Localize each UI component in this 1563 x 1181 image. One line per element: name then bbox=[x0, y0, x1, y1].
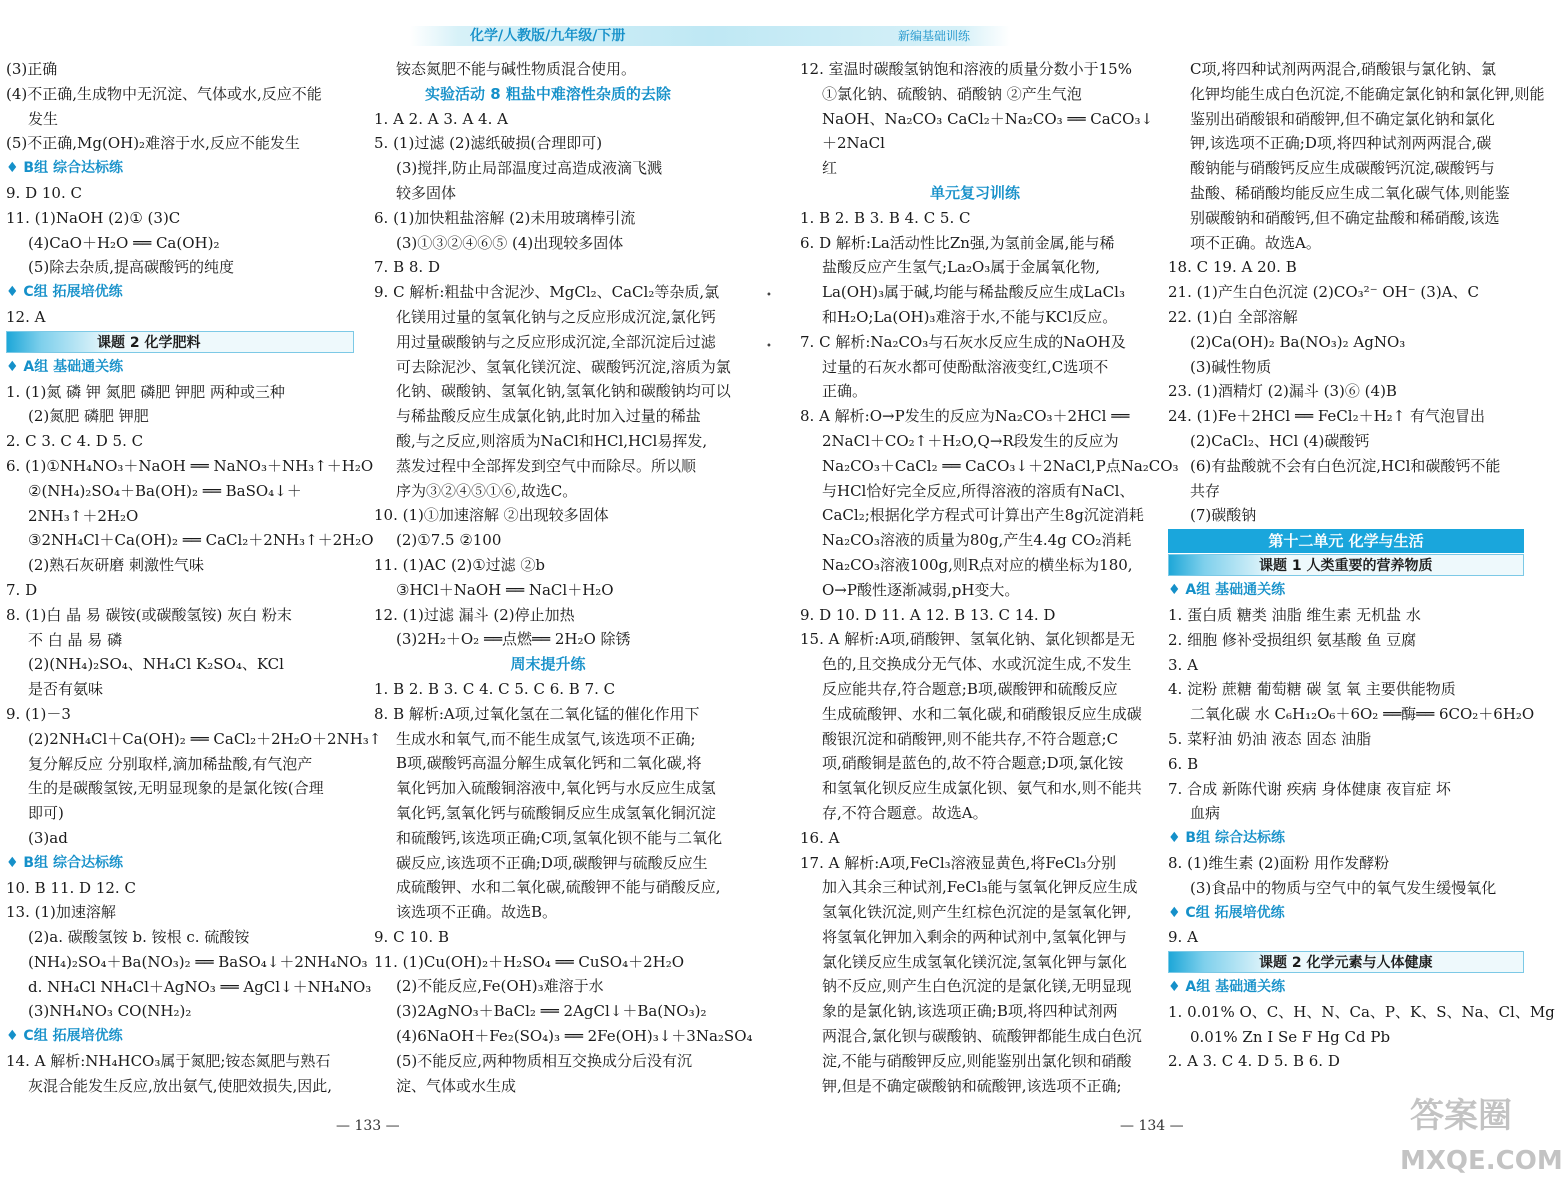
answer-line: 10. (1)①加速溶解 ②出现较多固体 bbox=[374, 506, 609, 525]
answer-line-continued: 和硫酸钙,该选项正确;C项,氢氧化钡不能与二氧化 bbox=[396, 828, 723, 847]
answer-line: 16. A bbox=[800, 828, 840, 847]
page-number-left: — 133 — bbox=[336, 1118, 400, 1134]
answer-line: 13. (1)加速溶解 bbox=[6, 903, 116, 922]
answer-line-continued: (2)①7.5 ②100 bbox=[396, 531, 502, 550]
answer-line-continued: 化镁用过量的氢氧化钠与之反应形成沉淀,氯化钙 bbox=[396, 307, 716, 326]
answer-line: 22. (1)白 全部溶解 bbox=[1168, 307, 1298, 326]
answer-line-continued: (3)ad bbox=[28, 828, 68, 847]
answer-line-continued: (2)熟石灰研磨 刺激性气味 bbox=[28, 556, 205, 575]
answer-line-continued: Na₂CO₃溶液的质量为80g,产生4.4g CO₂消耗 bbox=[822, 531, 1132, 550]
answer-line-continued: 灰混合能发生反应,放出氨气,使肥效损失,因此, bbox=[28, 1076, 333, 1095]
answer-line-continued: 正确。 bbox=[822, 382, 868, 401]
answer-line: 2. A 3. C 4. D 5. B 6. D bbox=[1168, 1052, 1340, 1071]
answer-line-continued: (7)碳酸钠 bbox=[1190, 506, 1257, 525]
answer-line-continued: (4)6NaOH＋Fe₂(SO₄)₃ ══ 2Fe(OH)₃↓＋3Na₂SO₄ bbox=[396, 1027, 753, 1046]
answer-line-continued: 与HCl恰好完全反应,所得溶液的溶质有NaCl、 bbox=[822, 481, 1135, 500]
answer-line: 6. D 解析:La活动性比Zn强,为氢前金属,能与稀 bbox=[800, 233, 1115, 252]
answer-line-continued: 该选项不正确。故选B。 bbox=[396, 903, 558, 922]
answer-line: 9. C 10. B bbox=[374, 927, 449, 946]
answer-line: 8. B 解析:A项,过氧化氢在二氧化锰的催化作用下 bbox=[374, 704, 700, 723]
answer-line: 8. (1)白 晶 易 碳铵(或碳酸氢铵) 灰白 粉末 bbox=[6, 605, 292, 624]
answer-line: 9. C 解析:粗盐中含泥沙、MgCl₂、CaCl₂等杂质,氯 bbox=[374, 283, 720, 302]
answer-line: 4. 淀粉 蔗糖 葡萄糖 碳 氢 氧 主要供能物质 bbox=[1168, 680, 1456, 699]
answer-line-continued: 与稀盐酸反应生成氯化钠,此时加入过量的稀盐 bbox=[396, 407, 701, 426]
lesson-banner: 课题 2 化学肥料 bbox=[6, 331, 354, 353]
group-heading: ♦ C组 拓展培优练 bbox=[1168, 904, 1285, 921]
answer-line-continued: (2)氮肥 磷肥 钾肥 bbox=[28, 407, 149, 426]
answer-line-continued: Na₂CO₃＋CaCl₂ ══ CaCO₃↓＋2NaCl,P点Na₂CO₃ bbox=[822, 456, 1179, 475]
answer-line: 1. A 2. A 3. A 4. A bbox=[374, 109, 508, 128]
answer-line-continued: 酸银沉淀和硝酸钾,则不能共存,不符合题意;C bbox=[822, 729, 1119, 748]
answer-line-continued: (4)CaO＋H₂O ══ Ca(OH)₂ bbox=[28, 233, 220, 252]
answer-line: 24. (1)Fe＋2HCl ══ FeCl₂＋H₂↑ 有气泡冒出 bbox=[1168, 407, 1486, 426]
answer-line-continued: (2)不能反应,Fe(OH)₃难溶于水 bbox=[396, 977, 604, 996]
answer-line: 12. 室温时碳酸氢钠饱和溶液的质量分数小于15% bbox=[800, 60, 1132, 78]
answer-line: 9. (1)－3 bbox=[6, 704, 71, 723]
group-heading: ♦ A组 基础通关练 bbox=[1168, 582, 1286, 599]
answer-line: 21. (1)产生白色沉淀 (2)CO₃²⁻ OH⁻ (3)A、C bbox=[1168, 283, 1479, 302]
answer-line: 12. (1)过滤 漏斗 (2)停止加热 bbox=[374, 605, 575, 624]
answer-line: 6. (1)①NH₄NO₃＋NaOH ══ NaNO₃＋NH₃↑＋H₂O bbox=[6, 456, 374, 475]
answer-line-continued: 生成硫酸钾、水和二氧化碳,和硝酸银反应生成碳 bbox=[822, 704, 1142, 723]
answer-line: 15. A 解析:A项,硝酸钾、氢氧化钠、氯化钡都是无 bbox=[800, 630, 1135, 649]
answer-line-continued: 别碳酸钠和硝酸钙,但不确定盐酸和稀硝酸,该选 bbox=[1190, 208, 1500, 227]
answer-line: 11. (1)Cu(OH)₂＋H₂SO₄ ══ CuSO₄＋2H₂O bbox=[374, 952, 685, 971]
answer-line-continued: 不 白 晶 易 磷 bbox=[28, 630, 123, 649]
answer-line: (5)不正确,Mg(OH)₂难溶于水,反应不能发生 bbox=[6, 134, 300, 153]
answer-line-continued: (3)NH₄NO₃ CO(NH₂)₂ bbox=[28, 1002, 192, 1021]
section-heading: 实验活动 8 粗盐中难溶性杂质的去除 bbox=[425, 84, 671, 103]
answer-line-continued: (2)CaCl₂、HCl (4)碳酸钙 bbox=[1190, 431, 1370, 450]
answer-line: (3)正确 bbox=[6, 60, 58, 78]
answer-line-continued: 色的,且交换成分无气体、水或沉淀生成,不发生 bbox=[822, 655, 1132, 674]
answer-line-continued: 钾,该选项不正确;D项,将四种试剂两两混合,碳 bbox=[1190, 134, 1492, 153]
group-heading: ♦ A组 基础通关练 bbox=[6, 358, 124, 375]
answer-line-continued: CaCl₂;根据化学方程式可计算出产生8g沉淀消耗 bbox=[822, 506, 1144, 525]
answer-line-continued: 加入其余三种试剂,FeCl₃能与氢氧化钾反应生成 bbox=[822, 878, 1138, 897]
margin-dot: • bbox=[766, 341, 772, 352]
answer-line: 23. (1)酒精灯 (2)漏斗 (3)⑥ (4)B bbox=[1168, 382, 1397, 401]
answer-line-continued: 项不正确。故选A。 bbox=[1190, 233, 1321, 252]
answer-line: 1. B 2. B 3. B 4. C 5. C bbox=[800, 208, 971, 227]
answer-line-continued: 用过量碳酸钠与之反应形成沉淀,全部沉淀后过滤 bbox=[396, 332, 716, 351]
answer-line-continued: 化钠、碳酸钠、氢氧化钠,氢氧化钠和碳酸钠均可以 bbox=[396, 382, 731, 401]
answer-line-continued: 反应能共存,符合题意;B项,碳酸钾和硫酸反应 bbox=[822, 679, 1118, 698]
answer-line-continued: 淀、气体或水生成 bbox=[396, 1076, 517, 1095]
answer-line-continued: 血病 bbox=[1190, 804, 1221, 823]
answer-line-continued: (3)食品中的物质与空气中的氧气发生缓慢氧化 bbox=[1190, 878, 1497, 897]
answer-line-continued: (2)a. 碳酸氢铵 b. 铵根 c. 硫酸铵 bbox=[28, 928, 250, 947]
answer-line-continued: 氧化钙,氢氧化钙与硫酸铜反应生成氢氧化铜沉淀 bbox=[396, 803, 716, 822]
answer-line-continued: 钾,但是不确定碳酸钠和硫酸钾,该选项不正确; bbox=[822, 1076, 1122, 1095]
answer-line: 3. A bbox=[1168, 655, 1198, 674]
answer-line-continued: C项,将四种试剂两两混合,硝酸银与氯化钠、氯 bbox=[1190, 60, 1497, 78]
group-heading: ♦ C组 拓展培优练 bbox=[6, 284, 123, 301]
answer-line: 7. C 解析:Na₂CO₃与石灰水反应生成的NaOH及 bbox=[800, 332, 1126, 351]
answer-line-continued: (3)2AgNO₃＋BaCl₂ ══ 2AgCl↓＋Ba(NO₃)₂ bbox=[396, 1002, 707, 1021]
answer-line: 10. B 11. D 12. C bbox=[6, 878, 136, 897]
answer-line-continued: (2)(NH₄)₂SO₄、NH₄Cl K₂SO₄、KCl bbox=[28, 655, 284, 674]
answer-line-continued: 氧化钙加入硫酸铜溶液中,氧化钙与水反应生成氢 bbox=[396, 779, 716, 798]
answer-line-continued: 红 bbox=[822, 159, 838, 178]
answer-line: 1. B 2. B 3. C 4. C 5. C 6. B 7. C bbox=[374, 679, 616, 698]
answer-line: 7. 合成 新陈代谢 疾病 身体健康 夜盲症 坏 bbox=[1168, 779, 1451, 798]
answer-line-continued: 可去除泥沙、氢氧化镁沉淀、碳酸钙沉淀,溶质为氯 bbox=[396, 357, 731, 376]
answer-column-2 bbox=[374, 57, 753, 1117]
answer-line: 14. A 解析:NH₄HCO₃属于氮肥;铵态氮肥与熟石 bbox=[6, 1052, 331, 1071]
answer-line-continued: ②(NH₄)₂SO₄＋Ba(OH)₂ ══ BaSO₄↓＋ bbox=[28, 481, 302, 500]
answer-line-continued: 象的是氯化钠,该选项正确;B项,将四种试剂两 bbox=[822, 1002, 1118, 1021]
answer-line-continued: 铵态氮肥不能与碱性物质混合使用。 bbox=[396, 60, 637, 78]
answer-line-continued: 成硫酸钾、水和二氧化碳,硫酸钾不能与硝酸反应, bbox=[396, 878, 721, 897]
answer-line-continued: (5)不能反应,两种物质相互交换成分后没有沉 bbox=[396, 1051, 693, 1070]
group-heading: ♦ C组 拓展培优练 bbox=[6, 1028, 123, 1045]
watermark-url: MXQE.COM bbox=[1400, 1146, 1563, 1176]
answer-line-continued: 复分解反应 分别取样,滴加稀盐酸,有气泡产 bbox=[28, 754, 313, 773]
answer-line-continued: 较多固体 bbox=[396, 183, 457, 202]
answer-line-continued: 序为③②④⑤①⑥,故选C。 bbox=[396, 481, 578, 500]
group-heading: ♦ A组 基础通关练 bbox=[1168, 979, 1286, 996]
answer-line: 5. (1)过滤 (2)滤纸破损(合理即可) bbox=[374, 134, 603, 153]
answer-line-continued: 生成水和氧气,而不能生成氢气,该选项不正确; bbox=[396, 729, 696, 748]
answer-line: 11. (1)NaOH (2)① (3)C bbox=[6, 208, 181, 227]
answer-line: 2. 细胞 修补受损组织 氨基酸 鱼 豆腐 bbox=[1168, 630, 1417, 649]
answer-line: 6. B bbox=[1168, 754, 1199, 773]
answer-line-continued: 两混合,氯化钡与碳酸钠、硫酸钾都能生成白色沉 bbox=[822, 1027, 1142, 1046]
answer-line: 17. A 解析:A项,FeCl₃溶液显黄色,将FeCl₃分别 bbox=[800, 853, 1117, 872]
answer-column-3 bbox=[800, 57, 1179, 1117]
section-heading: 单元复习训练 bbox=[929, 183, 1020, 202]
answer-line-continued: 项,硝酸铜是蓝色的,故不符合题意;D项,氯化铵 bbox=[822, 754, 1124, 773]
answer-line-continued: (3)搅拌,防止局部温度过高造成液滴飞溅 bbox=[396, 159, 663, 178]
answer-line-continued: B项,碳酸钙高温分解生成氧化钙和二氧化碳,将 bbox=[396, 754, 702, 773]
answer-line: 9. D 10. D 11. A 12. B 13. C 14. D bbox=[800, 605, 1056, 624]
answer-line-continued: ①氯化钠、硫酸钠、硝酸钠 ②产生气泡 bbox=[822, 84, 1082, 103]
header-band bbox=[410, 26, 1010, 46]
group-heading: ♦ B组 综合达标练 bbox=[6, 160, 123, 177]
answer-line-continued: 酸钠能与硝酸钙反应生成碳酸钙沉淀,碳酸钙与 bbox=[1190, 159, 1495, 178]
answer-line-continued: 鉴别出硝酸银和硝酸钾,但不确定氯化钠和氯化 bbox=[1190, 109, 1495, 128]
answer-line-continued: (2)Ca(OH)₂ Ba(NO₃)₂ AgNO₃ bbox=[1190, 332, 1406, 351]
answer-line-continued: 发生 bbox=[28, 109, 59, 128]
answer-line: 6. (1)加快粗盐溶解 (2)未用玻璃棒引流 bbox=[374, 208, 636, 227]
answer-line-continued: (NH₄)₂SO₄＋Ba(NO₃)₂ ══ BaSO₄↓＋2NH₄NO₃ bbox=[28, 952, 368, 971]
answer-line-continued: ③2NH₄Cl＋Ca(OH)₂ ══ CaCl₂＋2NH₃↑＋2H₂O bbox=[28, 531, 374, 550]
answer-line: 9. A bbox=[1168, 928, 1198, 947]
answer-line: 8. (1)维生素 (2)面粉 用作发酵粉 bbox=[1168, 853, 1390, 872]
answer-line-continued: 氢氧化铁沉淀,则产生红棕色沉淀的是氢氧化钾, bbox=[822, 903, 1132, 922]
answer-line-continued: 将氢氧化钾加入剩余的两种试剂中,氢氧化钾与 bbox=[822, 927, 1127, 946]
answer-column-1 bbox=[6, 57, 382, 1117]
answer-line-continued: 共存 bbox=[1190, 481, 1221, 500]
answer-line-continued: 盐酸反应产生氢气;La₂O₃属于金属氧化物, bbox=[822, 258, 1101, 277]
answer-line-continued: 淀,不能与硝酸钾反应,则能鉴别出氯化钡和硝酸 bbox=[822, 1051, 1132, 1070]
answer-line-continued: NaOH、Na₂CO₃ CaCl₂＋Na₂CO₃ ══ CaCO₃↓ bbox=[822, 109, 1154, 128]
answer-line: 8. A 解析:O→P发生的反应为Na₂CO₃＋2HCl ══ bbox=[800, 407, 1130, 426]
answer-line-continued: 2NaCl＋CO₂↑＋H₂O,Q→R段发生的反应为 bbox=[822, 431, 1119, 450]
answer-column-4 bbox=[1168, 57, 1555, 1117]
answer-line: 1. (1)氮 磷 钾 氮肥 磷肥 钾肥 两种或三种 bbox=[6, 382, 285, 401]
answer-line-continued: 蒸发过程中全部挥发到空气中而除尽。所以顺 bbox=[396, 456, 697, 475]
answer-line: 18. C 19. A 20. B bbox=[1168, 258, 1297, 277]
unit-banner: 第十二单元 化学与生活 bbox=[1168, 529, 1524, 553]
answer-line: 12. A bbox=[6, 307, 46, 326]
answer-line: 5. 菜籽油 奶油 液态 固态 油脂 bbox=[1168, 729, 1372, 748]
series-brand: 新编基础训练 bbox=[897, 29, 970, 43]
lesson-banner: 课题 2 化学元素与人体健康 bbox=[1168, 951, 1524, 973]
book-title: 化学/人教版/九年级/下册 bbox=[470, 28, 626, 44]
group-heading: ♦ B组 综合达标练 bbox=[1168, 830, 1285, 847]
answer-line: (4)不正确,生成物中无沉淀、气体或水,反应不能 bbox=[6, 84, 322, 103]
answer-line-continued: La(OH)₃属于碱,均能与稀盐酸反应生成LaCl₃ bbox=[822, 283, 1125, 302]
answer-line-continued: 氯化镁反应生成氢氧化镁沉淀,氢氧化钾与氯化 bbox=[822, 952, 1127, 971]
answer-line: 7. B 8. D bbox=[374, 258, 440, 277]
answer-line: 1. 蛋白质 糖类 油脂 维生素 无机盐 水 bbox=[1168, 605, 1421, 624]
answer-line-continued: (6)有盐酸就不会有白色沉淀,HCl和碳酸钙不能 bbox=[1190, 456, 1501, 475]
answer-line-continued: 存,不符合题意。故选A。 bbox=[822, 803, 988, 822]
answer-line-continued: (2)2NH₄Cl＋Ca(OH)₂ ══ CaCl₂＋2H₂O＋2NH₃↑ bbox=[28, 729, 382, 748]
answer-line-continued: (5)除去杂质,提高碳酸钙的纯度 bbox=[28, 258, 235, 277]
answer-line-continued: (3)碱性物质 bbox=[1190, 357, 1272, 376]
answer-line: 1. 0.01% O、C、H、N、Ca、P、K、S、Na、Cl、Mg bbox=[1168, 1002, 1555, 1021]
answer-line-continued: (3)①③②④⑥⑤ (4)出现较多固体 bbox=[396, 233, 624, 252]
answer-line-continued: 碳反应,该选项不正确;D项,碳酸钾与硫酸反应生 bbox=[396, 853, 708, 872]
answer-line-continued: 二氧化碳 水 C₆H₁₂O₆＋6O₂ ══酶══ 6CO₂＋6H₂O bbox=[1190, 705, 1535, 724]
group-heading: ♦ B组 综合达标练 bbox=[6, 854, 123, 871]
answer-line-continued: 即可) bbox=[28, 804, 64, 823]
answer-line: 2. C 3. C 4. D 5. C bbox=[6, 432, 144, 451]
answer-line-continued: 是否有氨味 bbox=[28, 680, 104, 699]
answer-line-continued: 钠不反应,则产生白色沉淀的是氯化镁,无明显现 bbox=[822, 977, 1132, 996]
answer-line-continued: 生的是碳酸氢铵,无明显现象的是氯化铵(合理 bbox=[28, 779, 324, 798]
answer-line-continued: 化钾均能生成白色沉淀,不能确定氯化钠和氯化钾,则能 bbox=[1190, 84, 1545, 103]
answer-line-continued: O→P酸性逐渐减弱,pH变大。 bbox=[822, 580, 1020, 599]
answer-line-continued: ③HCl＋NaOH ══ NaCl＋H₂O bbox=[396, 580, 614, 599]
section-heading: 周末提升练 bbox=[510, 655, 586, 674]
answer-line-continued: 酸,与之反应,则溶质为NaCl和HCl,HCl易挥发, bbox=[396, 431, 708, 450]
answer-line-continued: 0.01% Zn I Se F Hg Cd Pb bbox=[1190, 1027, 1391, 1046]
answer-line-continued: 和氢氧化钡反应生成氯化钡、氨气和水,则不能共 bbox=[822, 779, 1142, 798]
lesson-banner: 课题 1 人类重要的营养物质 bbox=[1168, 554, 1524, 576]
answer-line-continued: 2NH₃↑＋2H₂O bbox=[28, 506, 139, 525]
page-number-right: — 134 — bbox=[1120, 1118, 1184, 1134]
answer-line-continued: d. NH₄Cl NH₄Cl＋AgNO₃ ══ AgCl↓＋NH₄NO₃ bbox=[28, 977, 372, 996]
answer-line-continued: 盐酸、稀硝酸均能反应生成二氧化碳气体,则能鉴 bbox=[1190, 183, 1510, 202]
answer-line: 11. (1)AC (2)①过滤 ②b bbox=[374, 555, 546, 574]
answer-line: 9. D 10. C bbox=[6, 183, 82, 202]
answer-line-continued: ＋2NaCl bbox=[822, 134, 885, 153]
answer-line-continued: 过量的石灰水都可使酚酞溶液变红,C选项不 bbox=[822, 357, 1109, 376]
answer-line: 7. D bbox=[6, 580, 38, 599]
answer-line-continued: (3)2H₂＋O₂ ══点燃══ 2H₂O 除锈 bbox=[396, 630, 631, 649]
answer-line-continued: Na₂CO₃溶液100g,则R点对应的横坐标为180, bbox=[822, 555, 1133, 574]
margin-dot: • bbox=[766, 290, 772, 301]
watermark-logo: 答案圈 bbox=[1410, 1096, 1512, 1136]
answer-line-continued: 和H₂O;La(OH)₃难溶于水,不能与KCl反应。 bbox=[822, 307, 1118, 326]
